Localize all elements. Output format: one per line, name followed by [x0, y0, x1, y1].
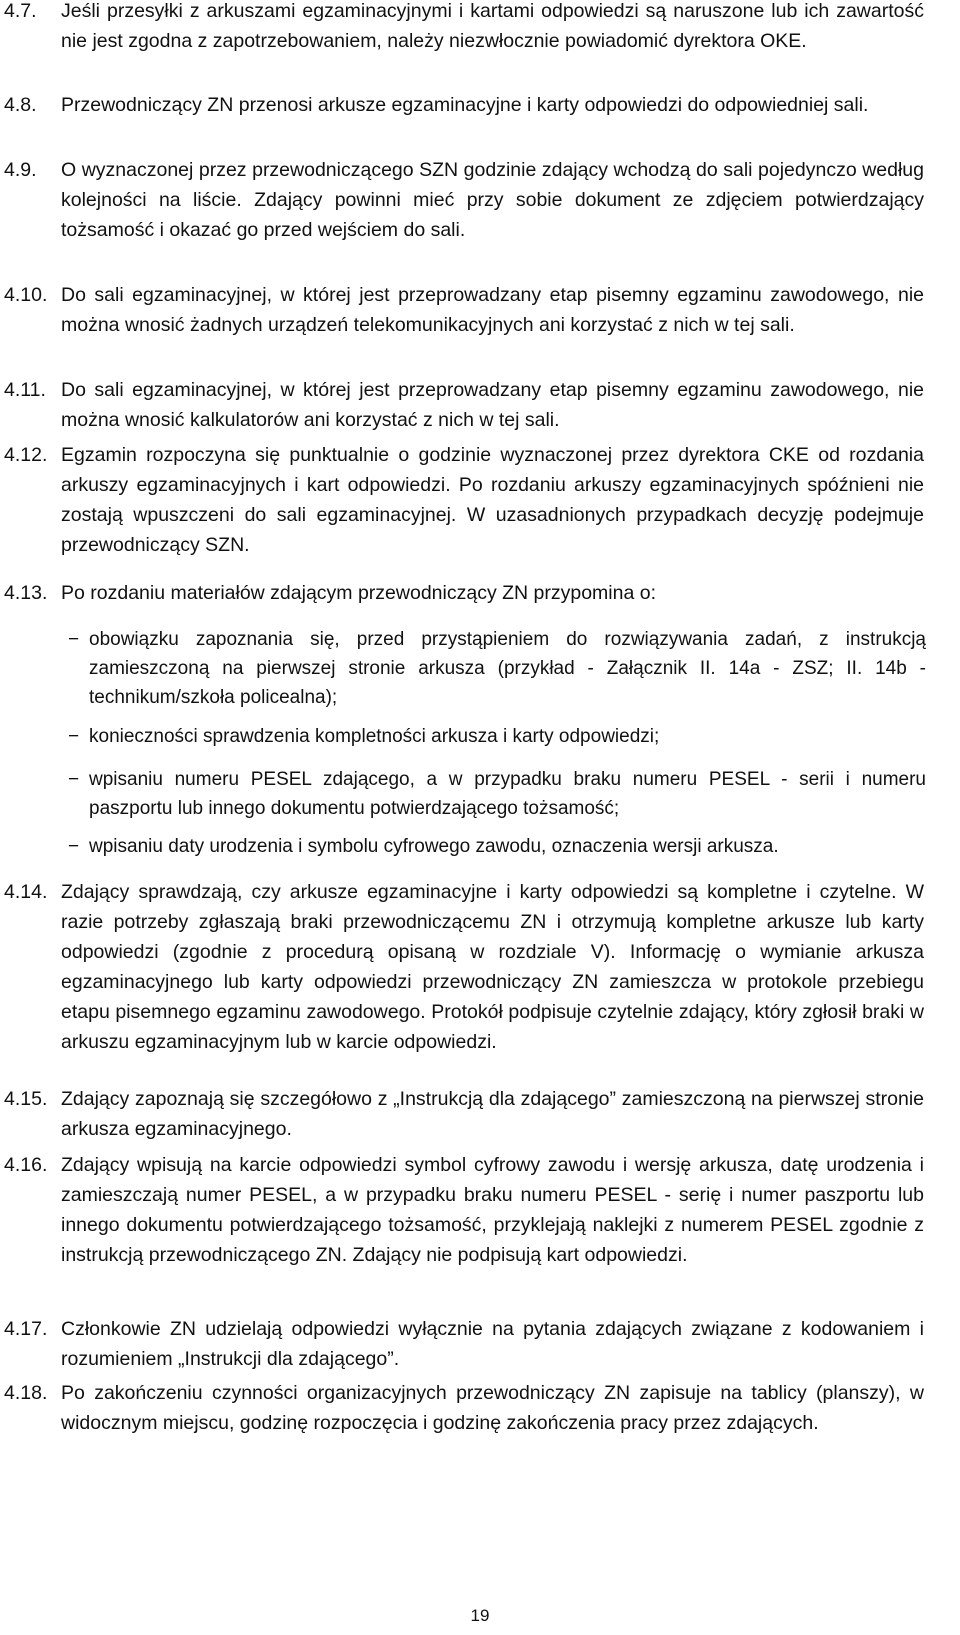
paragraph-4-13: [4, 578, 924, 608]
list-item: [62, 625, 926, 712]
list-item: [62, 722, 926, 751]
list-item: [62, 832, 926, 861]
paragraph-text: Do sali egzaminacyjnej, w której jest przeprowadzany etap pisemny egzaminu zawodowego, nie można wnosić żadnych urządzeń telekomunikacyjnych ani korzystać z nich w tej sali.: [61, 284, 924, 336]
paragraph-4-16: [4, 1150, 924, 1270]
paragraph-4-17: [4, 1314, 924, 1374]
paragraph-text: Po rozdaniu materiałów zdającym przewodniczący ZN przypomina o:: [61, 582, 656, 604]
paragraph-number: 4.11.: [4, 379, 46, 401]
paragraph-4-18: [4, 1378, 924, 1438]
paragraph-4-10: [4, 280, 924, 340]
list-item-text: wpisaniu daty urodzenia i symbolu cyfrowego zawodu, oznaczenia wersji arkusza.: [89, 836, 779, 857]
dash-bullet: −: [68, 769, 80, 790]
paragraph-number: 4.17.: [4, 1318, 48, 1340]
paragraph-text: Zdający sprawdzają, czy arkusze egzaminacyjne i karty odpowiedzi są kompletne i czytelne. W razie potrzeby zgłaszają braki przewodniczącemu ZN i otrzymują kompletne arkusze lub karty odpowiedzi (zgodnie z procedurą opisaną w rozdziale V). Informację o wymianie arkusza egzaminacyjnego lub karty odpowiedzi przewodniczący ZN zamieszcza w protokole przebiegu etapu pisemnego egzaminu zawodowego. Protokół podpisuje czytelnie zdający, który zgłosił braki w arkuszu egzaminacyjnym lub w karcie odpowiedzi.: [61, 881, 924, 1053]
dash-bullet: −: [68, 726, 80, 747]
paragraph-text: Do sali egzaminacyjnej, w której jest przeprowadzany etap pisemny egzaminu zawodowego, nie można wnosić kalkulatorów ani korzystać z nich w tej sali.: [61, 379, 924, 431]
paragraph-number: 4.8.: [4, 94, 37, 116]
list-item-text: wpisaniu numeru PESEL zdającego, a w przypadku braku numeru PESEL - serii i numeru paszportu lub innego dokumentu potwierdzającego tożsamość;: [89, 769, 926, 819]
list-item: [62, 765, 926, 823]
paragraph-text: O wyznaczonej przez przewodniczącego SZN godzinie zdający wchodzą do sali pojedynczo według kolejności na liście. Zdający powinni mieć przy sobie dokument ze zdjęciem potwierdzający tożsamość i okazać go przed wejściem do sali.: [61, 159, 924, 241]
paragraph-4-7: [4, 0, 924, 56]
paragraph-number: 4.7.: [4, 0, 37, 22]
paragraph-4-14: [4, 877, 924, 1057]
paragraph-text: Członkowie ZN udzielają odpowiedzi wyłącznie na pytania zdających związane z kodowaniem i rozumieniem „Instrukcji dla zdającego”.: [61, 1318, 924, 1370]
paragraph-number: 4.13.: [4, 582, 48, 604]
paragraph-4-9: [4, 155, 924, 245]
paragraph-number: 4.15.: [4, 1088, 48, 1110]
paragraph-text: Po zakończeniu czynności organizacyjnych przewodniczący ZN zapisuje na tablicy (planszy), w widocznym miejscu, godzinę rozpoczęcia i godzinę zakończenia pracy przez zdających.: [61, 1382, 924, 1434]
paragraph-text: Zdający wpisują na karcie odpowiedzi symbol cyfrowy zawodu i wersję arkusza, datę urodzenia i zamieszczają numer PESEL, a w przypadku braku numeru PESEL - serię i numer paszportu lub innego dokumentu potwierdzającego tożsamość, przyklejają naklejki z numerem PESEL zgodnie z instrukcją przewodniczącego ZN. Zdający nie podpisują kart odpowiedzi.: [61, 1154, 924, 1266]
paragraph-number: 4.18.: [4, 1382, 48, 1404]
paragraph-text: Jeśli przesyłki z arkuszami egzaminacyjnymi i kartami odpowiedzi są naruszone lub ich zawartość nie jest zgodna z zapotrzebowaniem, należy niezwłocznie powiadomić dyrektora OKE.: [61, 0, 924, 52]
page-number: 19: [470, 1606, 490, 1625]
list-item-text: konieczności sprawdzenia kompletności arkusza i karty odpowiedzi;: [89, 726, 660, 747]
paragraph-text: Zdający zapoznają się szczegółowo z „Instrukcją dla zdającego” zamieszczoną na pierwszej stronie arkusza egzaminacyjnego.: [61, 1088, 924, 1140]
paragraph-number: 4.14.: [4, 881, 48, 903]
paragraph-4-11: [4, 375, 924, 435]
paragraph-text: Przewodniczący ZN przenosi arkusze egzaminacyjne i karty odpowiedzi do odpowiedniej sali.: [61, 94, 869, 116]
paragraph-4-12: [4, 440, 924, 560]
paragraph-4-15: [4, 1084, 924, 1144]
paragraph-number: 4.9.: [4, 159, 37, 181]
paragraph-text: Egzamin rozpoczyna się punktualnie o godzinie wyznaczonej przez dyrektora CKE od rozdania arkuszy egzaminacyjnych i kart odpowiedzi. Po rozdaniu arkuszy egzaminacyjnych spóźnieni nie zostają wpuszczeni do sali egzaminacyjnej. W uzasadnionych przypadkach decyzję podejmuje przewodniczący SZN.: [61, 444, 924, 556]
dash-bullet: −: [68, 629, 80, 650]
dash-bullet: −: [68, 836, 80, 857]
paragraph-4-8: [4, 90, 924, 120]
list-item-text: obowiązku zapoznania się, przed przystąpieniem do rozwiązywania zadań, z instrukcją zamieszczoną na pierwszej stronie arkusza (przykład - Załącznik II. 14a - ZSZ; II. 14b - technikum/szkoła policealna);: [89, 629, 926, 708]
paragraph-number: 4.16.: [4, 1154, 48, 1176]
paragraph-number: 4.12.: [4, 444, 48, 466]
paragraph-number: 4.10.: [4, 284, 48, 306]
